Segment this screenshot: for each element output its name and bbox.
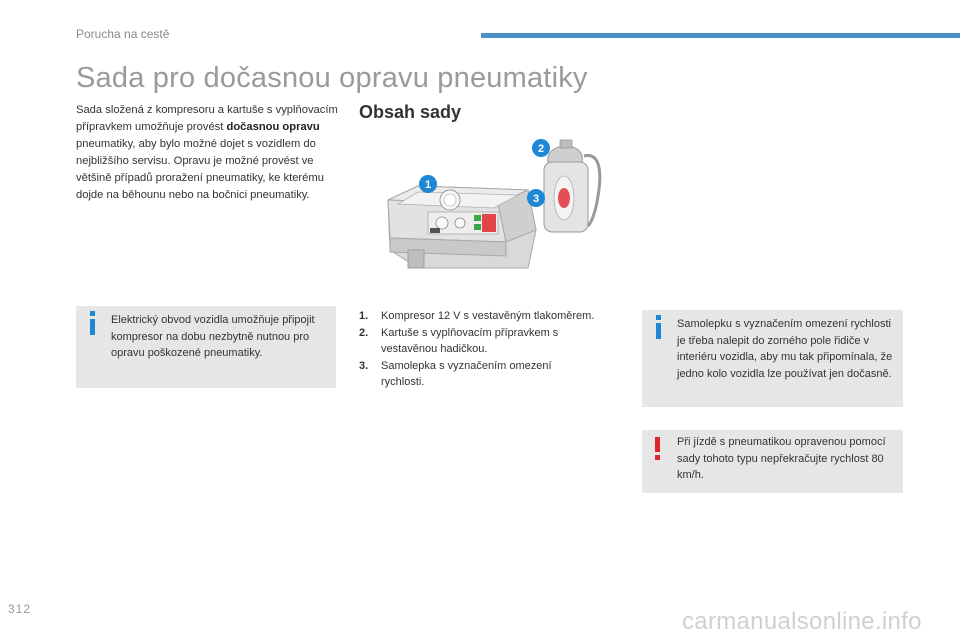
compressor-illustration (388, 186, 536, 268)
section-header: Porucha na cestě (76, 27, 170, 41)
info-icon (88, 311, 98, 335)
svg-text:3: 3 (532, 193, 540, 205)
warning-icon (654, 437, 662, 459)
page-number: 312 (8, 602, 32, 616)
header-accent-bar (481, 33, 960, 38)
intro-bold: dočasnou opravu (226, 121, 320, 133)
list-item-number: 1. (359, 310, 369, 322)
list-item-text: Kartuše s vyplňovacím přípravkem s vestavěnou hadičkou. (381, 326, 559, 355)
warning-text-speed: Při jízdě s pneumatikou opravenou pomocí sady tohoto typu nepřekračujte rychlost 80 km/h. (677, 436, 886, 481)
watermark: carmanualsonline.info (682, 608, 922, 635)
list-item-text: Kompresor 12 V s vestavěným tlakoměrem. (381, 310, 595, 322)
svg-text:2: 2 (537, 143, 545, 155)
intro-paragraph (76, 102, 341, 204)
kit-title: Obsah sady (359, 102, 462, 122)
sealant-cartridge-illustration (544, 140, 600, 232)
info-box-speed-sticker (642, 310, 903, 407)
kit-contents-list (359, 308, 629, 391)
list-item-number: 3. (359, 359, 369, 372)
list-item (359, 325, 629, 358)
info-box-electrical (76, 306, 336, 388)
list-item-text: Samolepka s vyznačením omezení rychlosti. (381, 359, 552, 388)
callout-2 (532, 139, 550, 157)
info-text-speed-sticker: Samolepku s vyznačením omezení rychlosti je třeba nalepit do zorného pole řidiče v interiéru vozidla, aby mu tak připomínala, že jedno kolo vozidla lze používat jen dočasně. (677, 318, 893, 380)
list-item-number: 2. (359, 326, 369, 339)
page-title: Sada pro dočasnou opravu pneumatiky (76, 62, 588, 94)
repair-kit-illustration (378, 138, 604, 270)
intro-text-1: Sada složená z kompresoru a kartuše s vyplňovacím přípravkem umožňuje provést (76, 104, 338, 133)
info-icon (654, 315, 664, 339)
callout-1 (419, 175, 437, 193)
warning-box-speed (642, 430, 903, 493)
list-item (359, 308, 629, 325)
intro-text-2: pneumatiky, aby bylo možné dojet s vozidlem do nejbližšího servisu. Opravu je možné provést ve většině případů proražení pneumatiky, ke kterému dojde na běhounu nebo na bočnici pneumatiky. (76, 138, 324, 201)
list-item (359, 358, 629, 391)
callout-3 (527, 189, 545, 207)
svg-text:1: 1 (424, 179, 432, 191)
info-text-electrical: Elektrický obvod vozidla umožňuje připojit kompresor na dobu nezbytně nutnou pro opravu poškozené pneumatiky. (111, 314, 315, 359)
